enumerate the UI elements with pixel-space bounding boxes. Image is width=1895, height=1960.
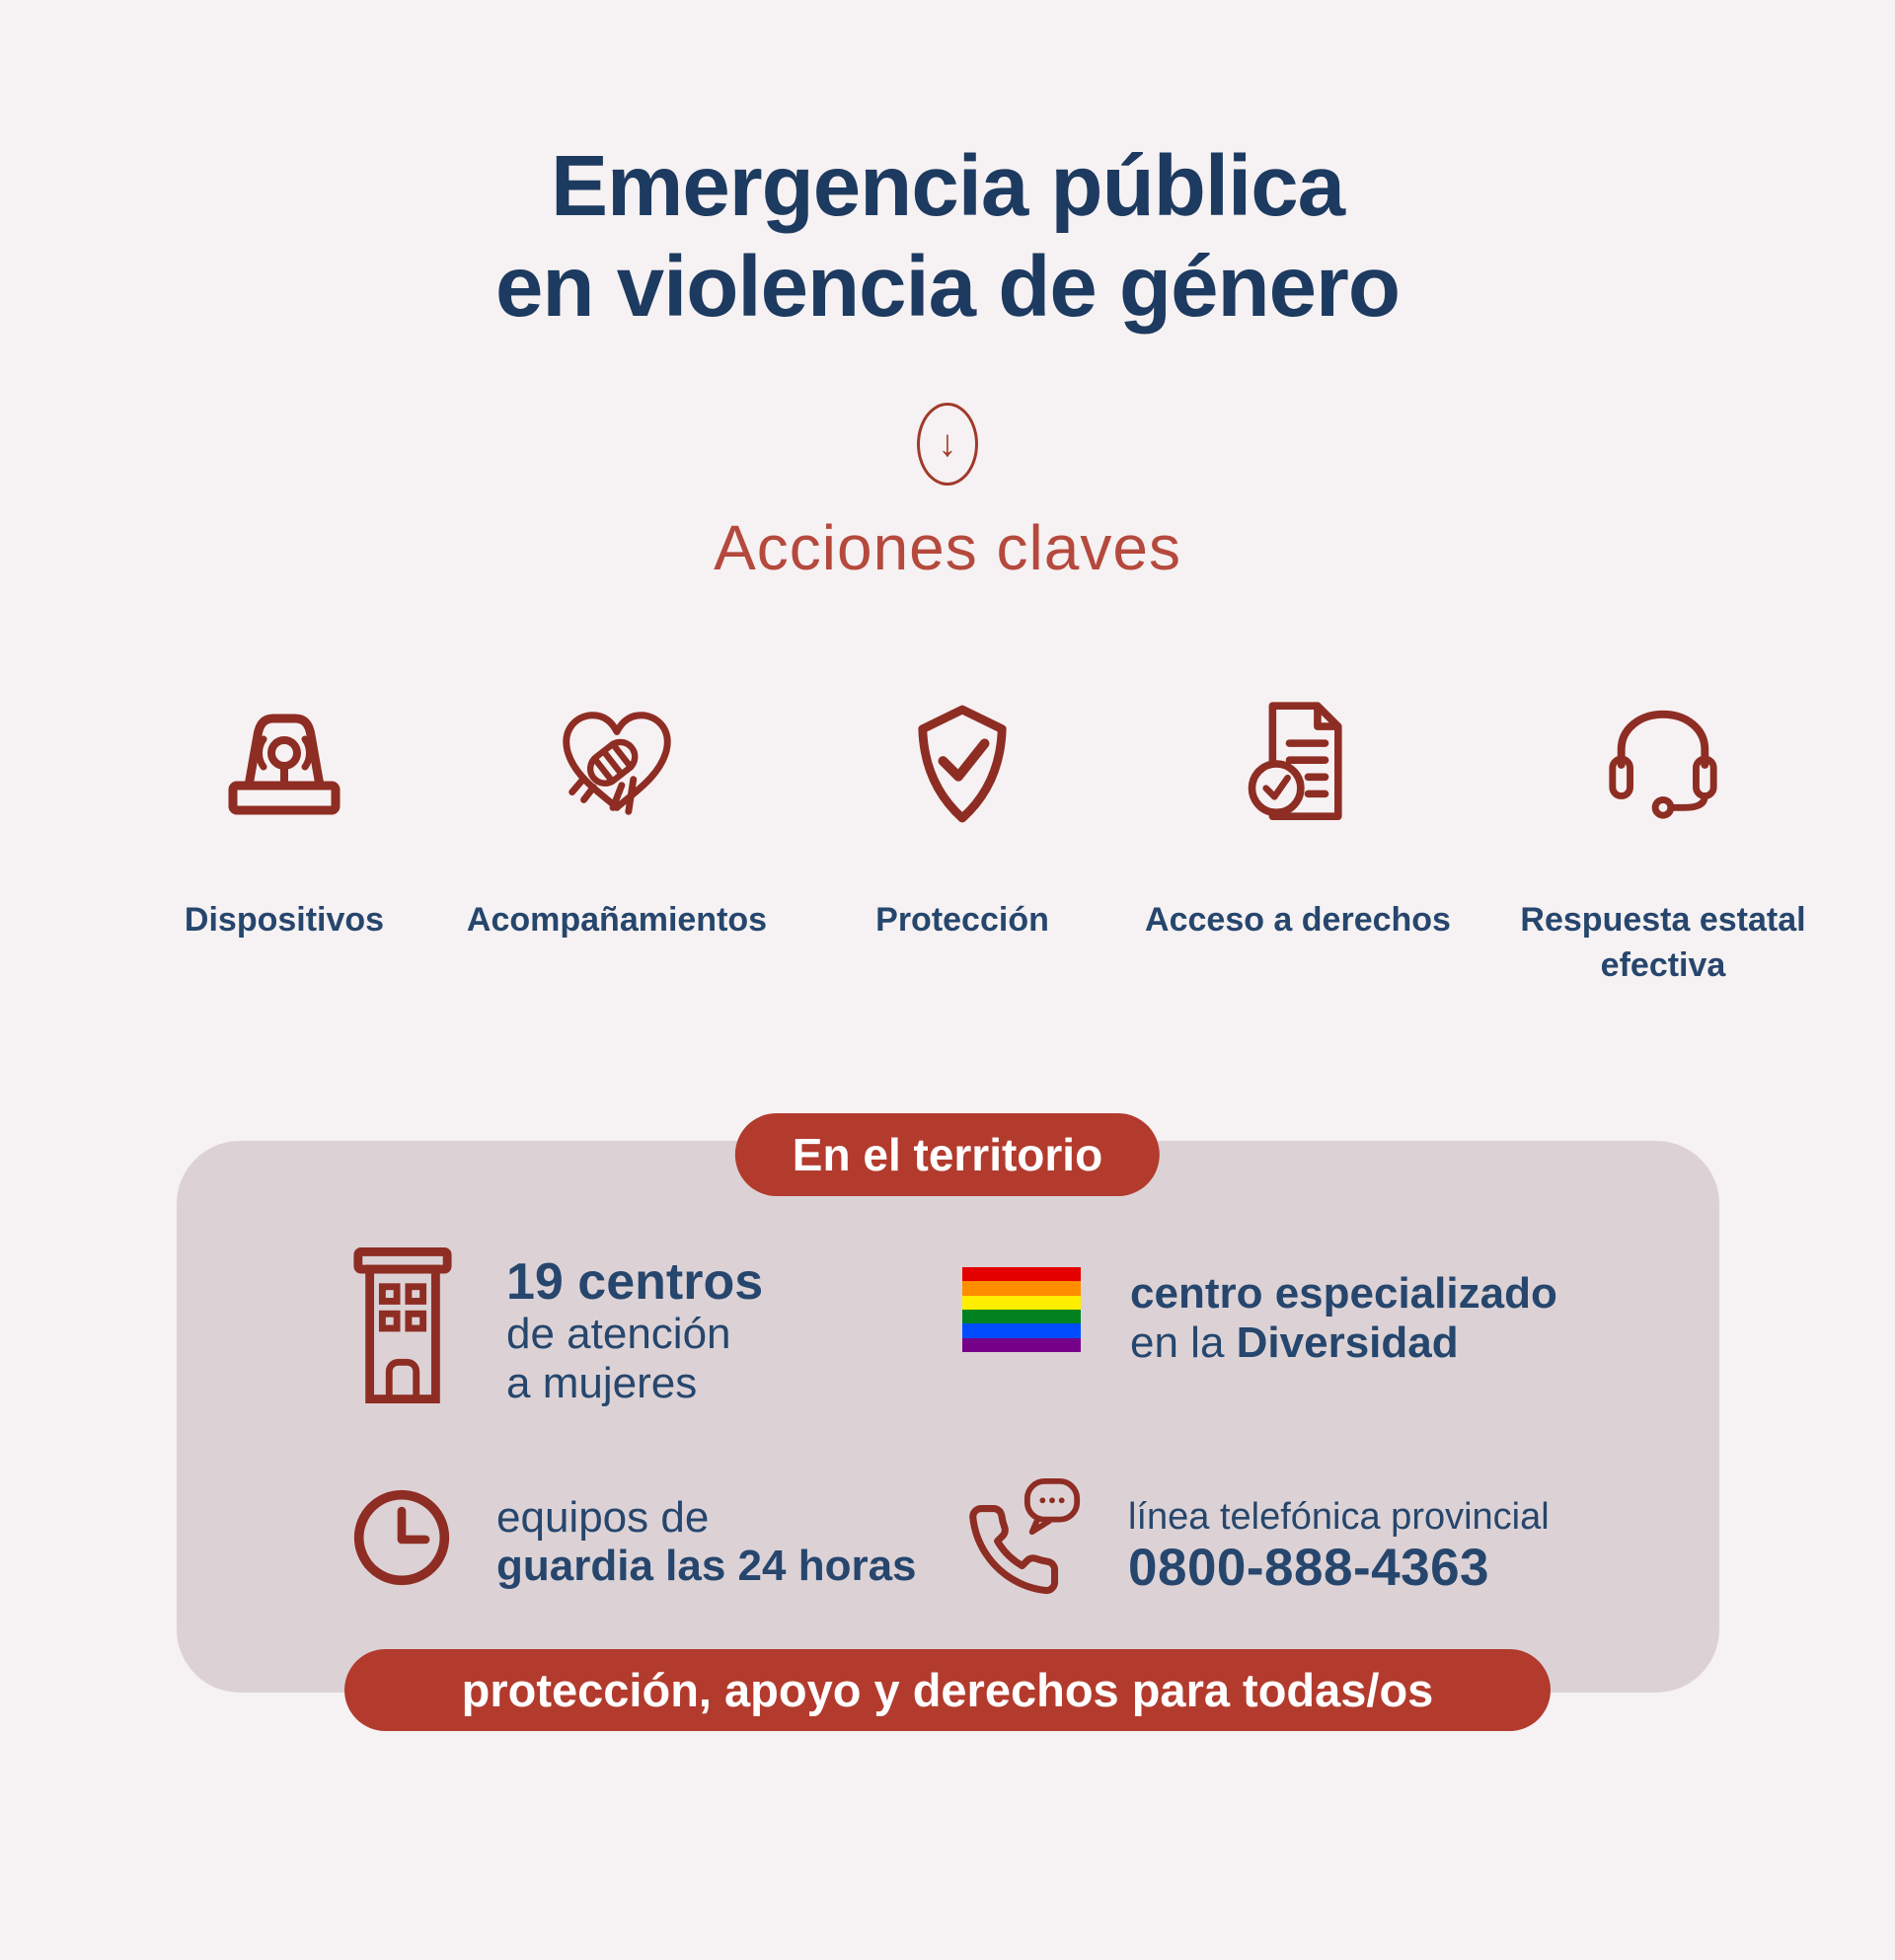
flow-step-label: Respuesta estatal efectiva [1520, 901, 1806, 984]
territory-badge: En el territorio [735, 1113, 1160, 1196]
diversidad-line2-bold: Diversidad [1236, 1318, 1459, 1367]
flag-stripe [962, 1323, 1081, 1337]
diversidad-line1: centro especializado [1130, 1269, 1557, 1318]
page-title [0, 136, 1895, 338]
document-check-icon [1243, 697, 1353, 831]
page-title-line1: Emergencia pública [551, 138, 1344, 234]
down-arrow-icon: ↓ [938, 422, 957, 465]
siren-icon [221, 709, 347, 819]
shield-check-icon [911, 702, 1014, 826]
section-subtitle: Acciones claves [714, 512, 1181, 583]
footer-banner: protección, apoyo y derechos para todas/os [344, 1649, 1551, 1731]
clock-icon [350, 1485, 453, 1590]
guardia-line2: guardia las 24 horas [496, 1542, 917, 1591]
territory-item-diversidad [962, 1244, 1660, 1408]
territory-item-guardia [350, 1477, 962, 1600]
territory-item-linea-telefonica [962, 1477, 1660, 1600]
flow-step-acceso-a-derechos [1120, 679, 1476, 943]
linea-number: 0800-888-4363 [1128, 1539, 1490, 1598]
flow-step-label: Acceso a derechos [1145, 901, 1451, 939]
phone-chat-icon [962, 1477, 1083, 1600]
flag-stripe [962, 1267, 1081, 1281]
page-title-line2: en violencia de género [495, 238, 1400, 335]
headset-icon [1601, 703, 1725, 825]
centros-line2: de atención [506, 1310, 731, 1359]
flow-step-label: Protección [875, 901, 1049, 939]
diversidad-line2-prefix: en la [1130, 1318, 1237, 1367]
flag-stripe [962, 1310, 1081, 1323]
centros-value: 19 centros [506, 1253, 764, 1311]
linea-line1: línea telefónica provincial [1128, 1495, 1550, 1538]
flow-step-dispositivos [107, 679, 462, 943]
flag-stripe [962, 1338, 1081, 1352]
rainbow-flag [962, 1267, 1081, 1352]
flow-step-respuesta-estatal [1485, 679, 1841, 989]
flow-step-acompanamientos [439, 679, 795, 943]
heart-handshake-icon [552, 699, 682, 829]
territory-item-centros [350, 1244, 962, 1408]
guardia-line1: equipos de [496, 1492, 710, 1542]
centros-line3: a mujeres [506, 1358, 698, 1407]
flag-stripe [962, 1296, 1081, 1310]
territory-panel [177, 1141, 1719, 1693]
building-icon [350, 1244, 455, 1407]
flow-step-proteccion [785, 679, 1140, 943]
flow-step-label: Acompañamientos [466, 901, 768, 939]
down-arrow-circle [917, 403, 978, 486]
flag-stripe [962, 1281, 1081, 1295]
key-actions-flow [0, 679, 1895, 985]
flow-step-label: Dispositivos [184, 901, 385, 939]
